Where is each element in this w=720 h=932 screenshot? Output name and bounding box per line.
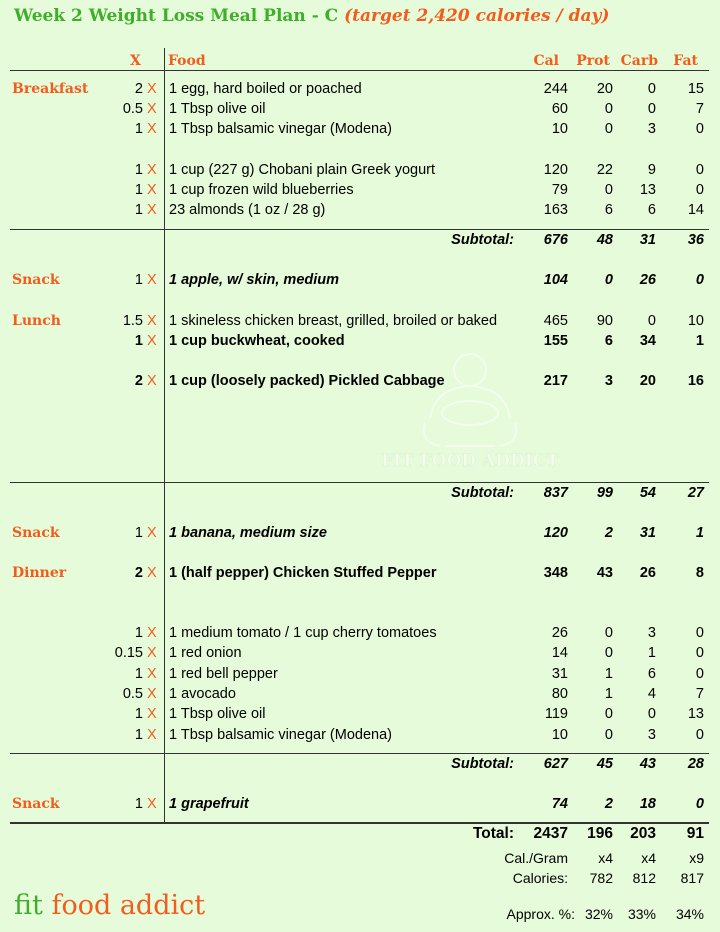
- calories-value: 120: [543, 525, 568, 541]
- quantity: 1: [134, 727, 143, 743]
- carbs-value: 0: [647, 313, 656, 329]
- quantity: 0.5: [122, 101, 143, 117]
- subtotal-label: Subtotal:: [451, 485, 514, 501]
- multiply-mark: X: [147, 313, 157, 329]
- quantity: 1: [134, 796, 143, 812]
- multiply-mark: X: [147, 81, 157, 97]
- multiply-mark: X: [147, 182, 157, 198]
- calories-value: 10: [551, 121, 568, 137]
- protein-value: 0: [604, 625, 613, 641]
- protein-value: 0: [604, 706, 613, 722]
- calories-value: 104: [543, 272, 568, 288]
- food-name: 1 red onion: [169, 645, 242, 661]
- food-name: 1 Tbsp balsamic vinegar (Modena): [169, 121, 392, 137]
- header-food: Food: [168, 53, 206, 69]
- protein-value: 48: [596, 232, 613, 248]
- total-carb: 203: [630, 825, 656, 842]
- meal-label: Snack: [12, 796, 60, 812]
- calories-value: 348: [543, 565, 568, 581]
- total-cal: 2437: [533, 825, 568, 842]
- fat-value: 0: [695, 272, 704, 288]
- carbs-value: 43: [639, 756, 656, 772]
- protein-value: 99: [596, 485, 613, 501]
- food-row: [0, 704, 720, 724]
- subtotal-row: [0, 483, 720, 503]
- multiply-mark: X: [147, 162, 157, 178]
- quantity: 1: [134, 706, 143, 722]
- protein-value: 6: [604, 202, 613, 218]
- food-name: 1 avocado: [169, 686, 236, 702]
- protein-value: 2: [604, 525, 613, 541]
- calories-row: [0, 868, 720, 888]
- quantity: 0.5: [122, 686, 143, 702]
- carbs-value: 6: [647, 202, 656, 218]
- total-label: Total:: [472, 825, 514, 842]
- calories-value: 217: [543, 373, 568, 389]
- calories-value: 120: [543, 162, 568, 178]
- food-row: [0, 523, 720, 543]
- carbs-value: 1: [647, 645, 656, 661]
- fat-percent: 34%: [675, 906, 704, 922]
- multiply-mark: X: [147, 706, 157, 722]
- protein-value: 0: [604, 727, 613, 743]
- fat-factor: x9: [689, 850, 704, 866]
- food-row: [0, 79, 720, 99]
- quantity: 1: [134, 202, 143, 218]
- prot-calories: 782: [589, 870, 613, 886]
- carbs-value: 3: [647, 625, 656, 641]
- multiply-mark: X: [147, 686, 157, 702]
- multiply-mark: X: [147, 202, 157, 218]
- subtotal-label: Subtotal:: [451, 232, 514, 248]
- quantity: 1: [134, 525, 143, 541]
- header-rule: [10, 70, 709, 71]
- food-row: [0, 794, 720, 814]
- food-row: [0, 331, 720, 351]
- quantity: 0.15: [114, 645, 143, 661]
- multiply-mark: X: [147, 666, 157, 682]
- food-name: 1 medium tomato / 1 cup cherry tomatoes: [169, 625, 437, 641]
- food-row: [0, 160, 720, 180]
- calories-value: 155: [543, 333, 568, 349]
- total-fat: 91: [686, 825, 704, 842]
- carb-calories: 812: [632, 870, 656, 886]
- protein-value: 43: [596, 565, 613, 581]
- quantity: 1.5: [122, 313, 143, 329]
- quantity: 2: [134, 373, 143, 389]
- fat-value: 0: [695, 727, 704, 743]
- food-row: [0, 725, 720, 745]
- protein-value: 90: [596, 313, 613, 329]
- fat-value: 7: [695, 101, 704, 117]
- food-name: 1 skineless chicken breast, grilled, broiled or baked: [169, 313, 498, 329]
- food-row: [0, 563, 720, 583]
- carbs-value: 13: [639, 182, 656, 198]
- totals-row: [0, 824, 720, 844]
- food-name: 1 Tbsp olive oil: [169, 706, 266, 722]
- calories-value: 837: [543, 485, 568, 501]
- calories-value: 163: [543, 202, 568, 218]
- protein-value: 2: [604, 796, 613, 812]
- food-row: [0, 270, 720, 290]
- multiply-mark: X: [147, 565, 157, 581]
- multiply-mark: X: [147, 101, 157, 117]
- calories-value: 79: [551, 182, 568, 198]
- food-name: 1 (half pepper) Chicken Stuffed Pepper: [169, 565, 437, 581]
- percent-label: Approx. %:: [506, 906, 575, 922]
- fat-value: 0: [695, 182, 704, 198]
- title-main: Week 2 Weight Loss Meal Plan - C: [14, 6, 339, 26]
- food-name: 1 cup buckwheat, cooked: [169, 333, 345, 349]
- carbs-value: 3: [647, 727, 656, 743]
- brand-part2: food addict: [51, 890, 206, 921]
- multiply-mark: X: [147, 121, 157, 137]
- food-name: 1 banana, medium size: [169, 525, 327, 541]
- fat-calories: 817: [680, 870, 704, 886]
- food-name: 1 egg, hard boiled or poached: [169, 81, 362, 97]
- protein-value: 1: [604, 686, 613, 702]
- subtotal-label: Subtotal:: [451, 756, 514, 772]
- food-name: 1 apple, w/ skin, medium: [169, 272, 340, 288]
- food-row: [0, 371, 720, 391]
- multiply-mark: X: [147, 272, 157, 288]
- food-name: 1 cup (loosely packed) Pickled Cabbage: [169, 373, 445, 389]
- header-cal: Cal: [533, 53, 559, 69]
- carbs-value: 6: [647, 666, 656, 682]
- subtotal-row: [0, 754, 720, 774]
- carbs-value: 0: [647, 81, 656, 97]
- protein-value: 1: [604, 666, 613, 682]
- protein-value: 22: [596, 162, 613, 178]
- carbs-value: 34: [639, 333, 656, 349]
- total-prot: 196: [587, 825, 613, 842]
- carbs-value: 26: [639, 565, 656, 581]
- quantity: 1: [134, 333, 143, 349]
- carbs-value: 0: [647, 706, 656, 722]
- carbs-value: 3: [647, 121, 656, 137]
- quantity: 1: [134, 162, 143, 178]
- fat-value: 27: [687, 485, 704, 501]
- food-name: 23 almonds (1 oz / 28 g): [169, 202, 326, 218]
- meal-label: Snack: [12, 525, 60, 541]
- subtotal-row: [0, 230, 720, 250]
- fat-value: 0: [695, 162, 704, 178]
- carb-factor: x4: [641, 850, 656, 866]
- header-prot: Prot: [576, 53, 610, 69]
- food-name: 1 Tbsp balsamic vinegar (Modena): [169, 727, 392, 743]
- food-name: 1 cup (227 g) Chobani plain Greek yogurt: [169, 162, 435, 178]
- multiply-mark: X: [147, 727, 157, 743]
- quantity: 1: [134, 272, 143, 288]
- carbs-value: 31: [639, 525, 656, 541]
- brand-logo: [14, 890, 205, 921]
- fat-value: 15: [687, 81, 704, 97]
- fat-value: 10: [687, 313, 704, 329]
- calories-value: 80: [551, 686, 568, 702]
- fat-value: 8: [695, 565, 704, 581]
- protein-value: 0: [604, 121, 613, 137]
- carbs-value: 0: [647, 101, 656, 117]
- calories-value: 119: [544, 706, 568, 722]
- fat-value: 0: [695, 121, 704, 137]
- calories-value: 676: [543, 232, 568, 248]
- food-row: [0, 311, 720, 331]
- multiply-mark: X: [147, 625, 157, 641]
- prot-percent: 32%: [584, 906, 613, 922]
- food-row: [0, 200, 720, 220]
- multiply-mark: X: [147, 333, 157, 349]
- carbs-value: 18: [639, 796, 656, 812]
- food-name: 1 Tbsp olive oil: [169, 101, 266, 117]
- calories-value: 10: [551, 727, 568, 743]
- calories-value: 14: [551, 645, 568, 661]
- carbs-value: 31: [639, 232, 656, 248]
- page-title: [14, 6, 609, 26]
- fat-value: 0: [695, 796, 704, 812]
- food-name: 1 cup frozen wild blueberries: [169, 182, 354, 198]
- header-fat: Fat: [673, 53, 698, 69]
- calories-label: Calories:: [512, 870, 568, 886]
- quantity: 2: [134, 81, 143, 97]
- calories-value: 465: [543, 313, 568, 329]
- quantity: 2: [134, 565, 143, 581]
- carbs-value: 4: [647, 686, 656, 702]
- quantity: 1: [134, 121, 143, 137]
- fat-value: 28: [687, 756, 704, 772]
- food-row: [0, 664, 720, 684]
- carb-percent: 33%: [627, 906, 656, 922]
- food-name: 1 red bell pepper: [169, 666, 278, 682]
- meal-label: Snack: [12, 272, 60, 288]
- fat-value: 1: [695, 525, 704, 541]
- food-row: [0, 684, 720, 704]
- carbs-value: 9: [647, 162, 656, 178]
- food-row: [0, 180, 720, 200]
- fat-value: 0: [695, 625, 704, 641]
- calories-value: 244: [543, 81, 568, 97]
- multiply-mark: X: [147, 525, 157, 541]
- meal-label: Breakfast: [12, 81, 89, 97]
- fat-value: 14: [687, 202, 704, 218]
- header-x: X: [130, 53, 141, 69]
- calories-value: 627: [543, 756, 568, 772]
- brand-part1: fit: [14, 890, 52, 921]
- protein-value: 20: [596, 81, 613, 97]
- cal-per-gram-row: [0, 848, 720, 868]
- food-row: [0, 623, 720, 643]
- carbs-value: 54: [639, 485, 656, 501]
- quantity: 1: [134, 666, 143, 682]
- protein-value: 0: [604, 182, 613, 198]
- multiply-mark: X: [147, 645, 157, 661]
- meal-label: Lunch: [12, 313, 61, 329]
- protein-value: 45: [596, 756, 613, 772]
- food-row: [0, 99, 720, 119]
- fat-value: 36: [687, 232, 704, 248]
- carbs-value: 26: [639, 272, 656, 288]
- fat-value: 13: [687, 706, 704, 722]
- quantity: 1: [134, 625, 143, 641]
- fat-value: 16: [687, 373, 704, 389]
- title-target: (target 2,420 calories / day): [344, 6, 610, 26]
- calories-value: 74: [551, 796, 568, 812]
- watermark-text: FIT FOOD ADDICT: [381, 451, 559, 471]
- multiply-mark: X: [147, 373, 157, 389]
- food-name: 1 grapefruit: [169, 796, 249, 812]
- protein-value: 6: [604, 333, 613, 349]
- fat-value: 7: [695, 686, 704, 702]
- food-row: [0, 643, 720, 663]
- protein-value: 0: [604, 101, 613, 117]
- protein-value: 0: [604, 645, 613, 661]
- quantity: 1: [134, 182, 143, 198]
- protein-value: 3: [604, 373, 613, 389]
- meal-label: Dinner: [12, 565, 67, 581]
- food-row: [0, 119, 720, 139]
- header-carb: Carb: [620, 53, 658, 69]
- calories-value: 60: [551, 101, 568, 117]
- protein-value: 0: [604, 272, 613, 288]
- multiply-mark: X: [147, 796, 157, 812]
- calgram-label: Cal./Gram: [504, 850, 568, 866]
- fat-value: 0: [695, 645, 704, 661]
- calories-value: 26: [551, 625, 568, 641]
- calories-value: 31: [551, 666, 568, 682]
- prot-factor: x4: [598, 850, 613, 866]
- fat-value: 1: [695, 333, 704, 349]
- carbs-value: 20: [639, 373, 656, 389]
- fat-value: 0: [695, 666, 704, 682]
